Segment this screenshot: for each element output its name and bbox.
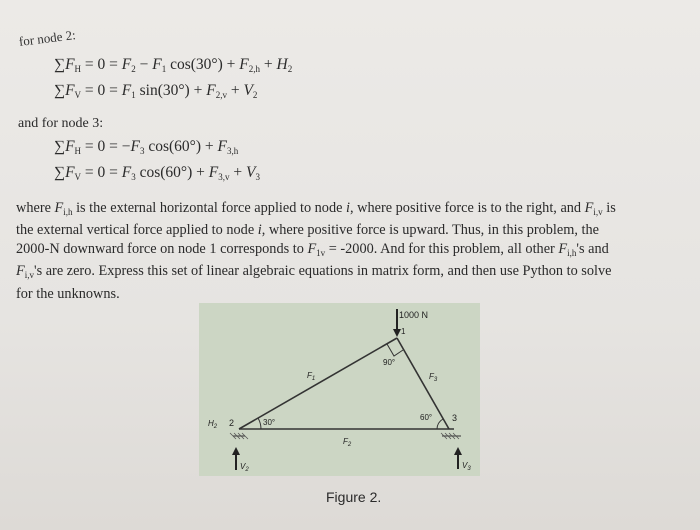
paragraph-line-3: 2000-N downward force on node 1 corresponds to $F_{1v} = -2000$. And for this problem, all other $F_{i,h}'s$ and bbox=[16, 240, 609, 258]
node2-label: 2 bbox=[229, 418, 235, 428]
load-label: 1000 N bbox=[399, 310, 429, 320]
paragraph-line-5: for the unknowns. bbox=[16, 285, 120, 302]
v3-label: $V_3$ bbox=[462, 461, 471, 472]
equation-node2-horizontal: $\sum F_H = 0 = F_2 - F_1$ $\cos(30^\circ) + F_{2,h} + H_2$ bbox=[54, 56, 293, 74]
f3-label: $F_3$ bbox=[429, 372, 438, 383]
v2-arrow-head bbox=[232, 447, 240, 455]
angle-90-label: 90° bbox=[383, 358, 396, 367]
load-arrow-head bbox=[393, 329, 401, 337]
paragraph-line-1: where $F_{i,h}$ is the external horizontal force applied to node i, where positive force is to the right, and $F_{i,v}$ is bbox=[16, 200, 616, 217]
member-f1-line bbox=[239, 338, 397, 429]
angle-arc-right bbox=[437, 419, 443, 429]
v3-arrow-head bbox=[454, 447, 462, 455]
node3-label: 3 bbox=[452, 413, 458, 423]
truss-figure bbox=[199, 303, 480, 476]
angle-arc-left bbox=[258, 418, 261, 429]
right-support bbox=[441, 433, 461, 439]
f1-label: $F_1$ bbox=[307, 371, 316, 382]
problem-paragraph bbox=[16, 199, 616, 303]
angle-30-label: 30° bbox=[263, 418, 276, 427]
equation-node2-vertical: $\sum F_V = 0 = F_1$ $\sin(30^\circ) + F_{2,v} + V_2$ bbox=[54, 82, 258, 100]
f2-label: $F_2$ bbox=[343, 437, 352, 448]
node2-intro: for node 2: bbox=[18, 27, 77, 50]
node1-label: 1 bbox=[401, 327, 406, 336]
truss-diagram bbox=[199, 303, 480, 476]
angle-60-label: 60° bbox=[420, 413, 433, 422]
equation-node3-horizontal: $\sum F_H = 0 = -F_3$ $\cos(60^\circ) + F_{3,h}$ bbox=[54, 138, 239, 156]
v2-label: $V_2$ bbox=[240, 462, 249, 473]
figure-caption: Figure 2. bbox=[326, 489, 382, 505]
h2-label: $H_2$ bbox=[208, 419, 218, 430]
paragraph-line-2: the external vertical force applied to node i, where positive force is upward. Thus, in this problem, the bbox=[16, 222, 599, 239]
paragraph-line-4: $F_{i,v}'s$ are zero. Express this set of linear algebraic equations in matrix form, and then use Python to solve bbox=[16, 263, 612, 281]
equation-node3-vertical: $\sum F_V = 0 = F_3$ $\cos(60^\circ) + F_{3,v} + V_3$ bbox=[54, 164, 260, 182]
node3-intro: and for node 3: bbox=[18, 116, 104, 131]
left-support bbox=[230, 433, 248, 439]
